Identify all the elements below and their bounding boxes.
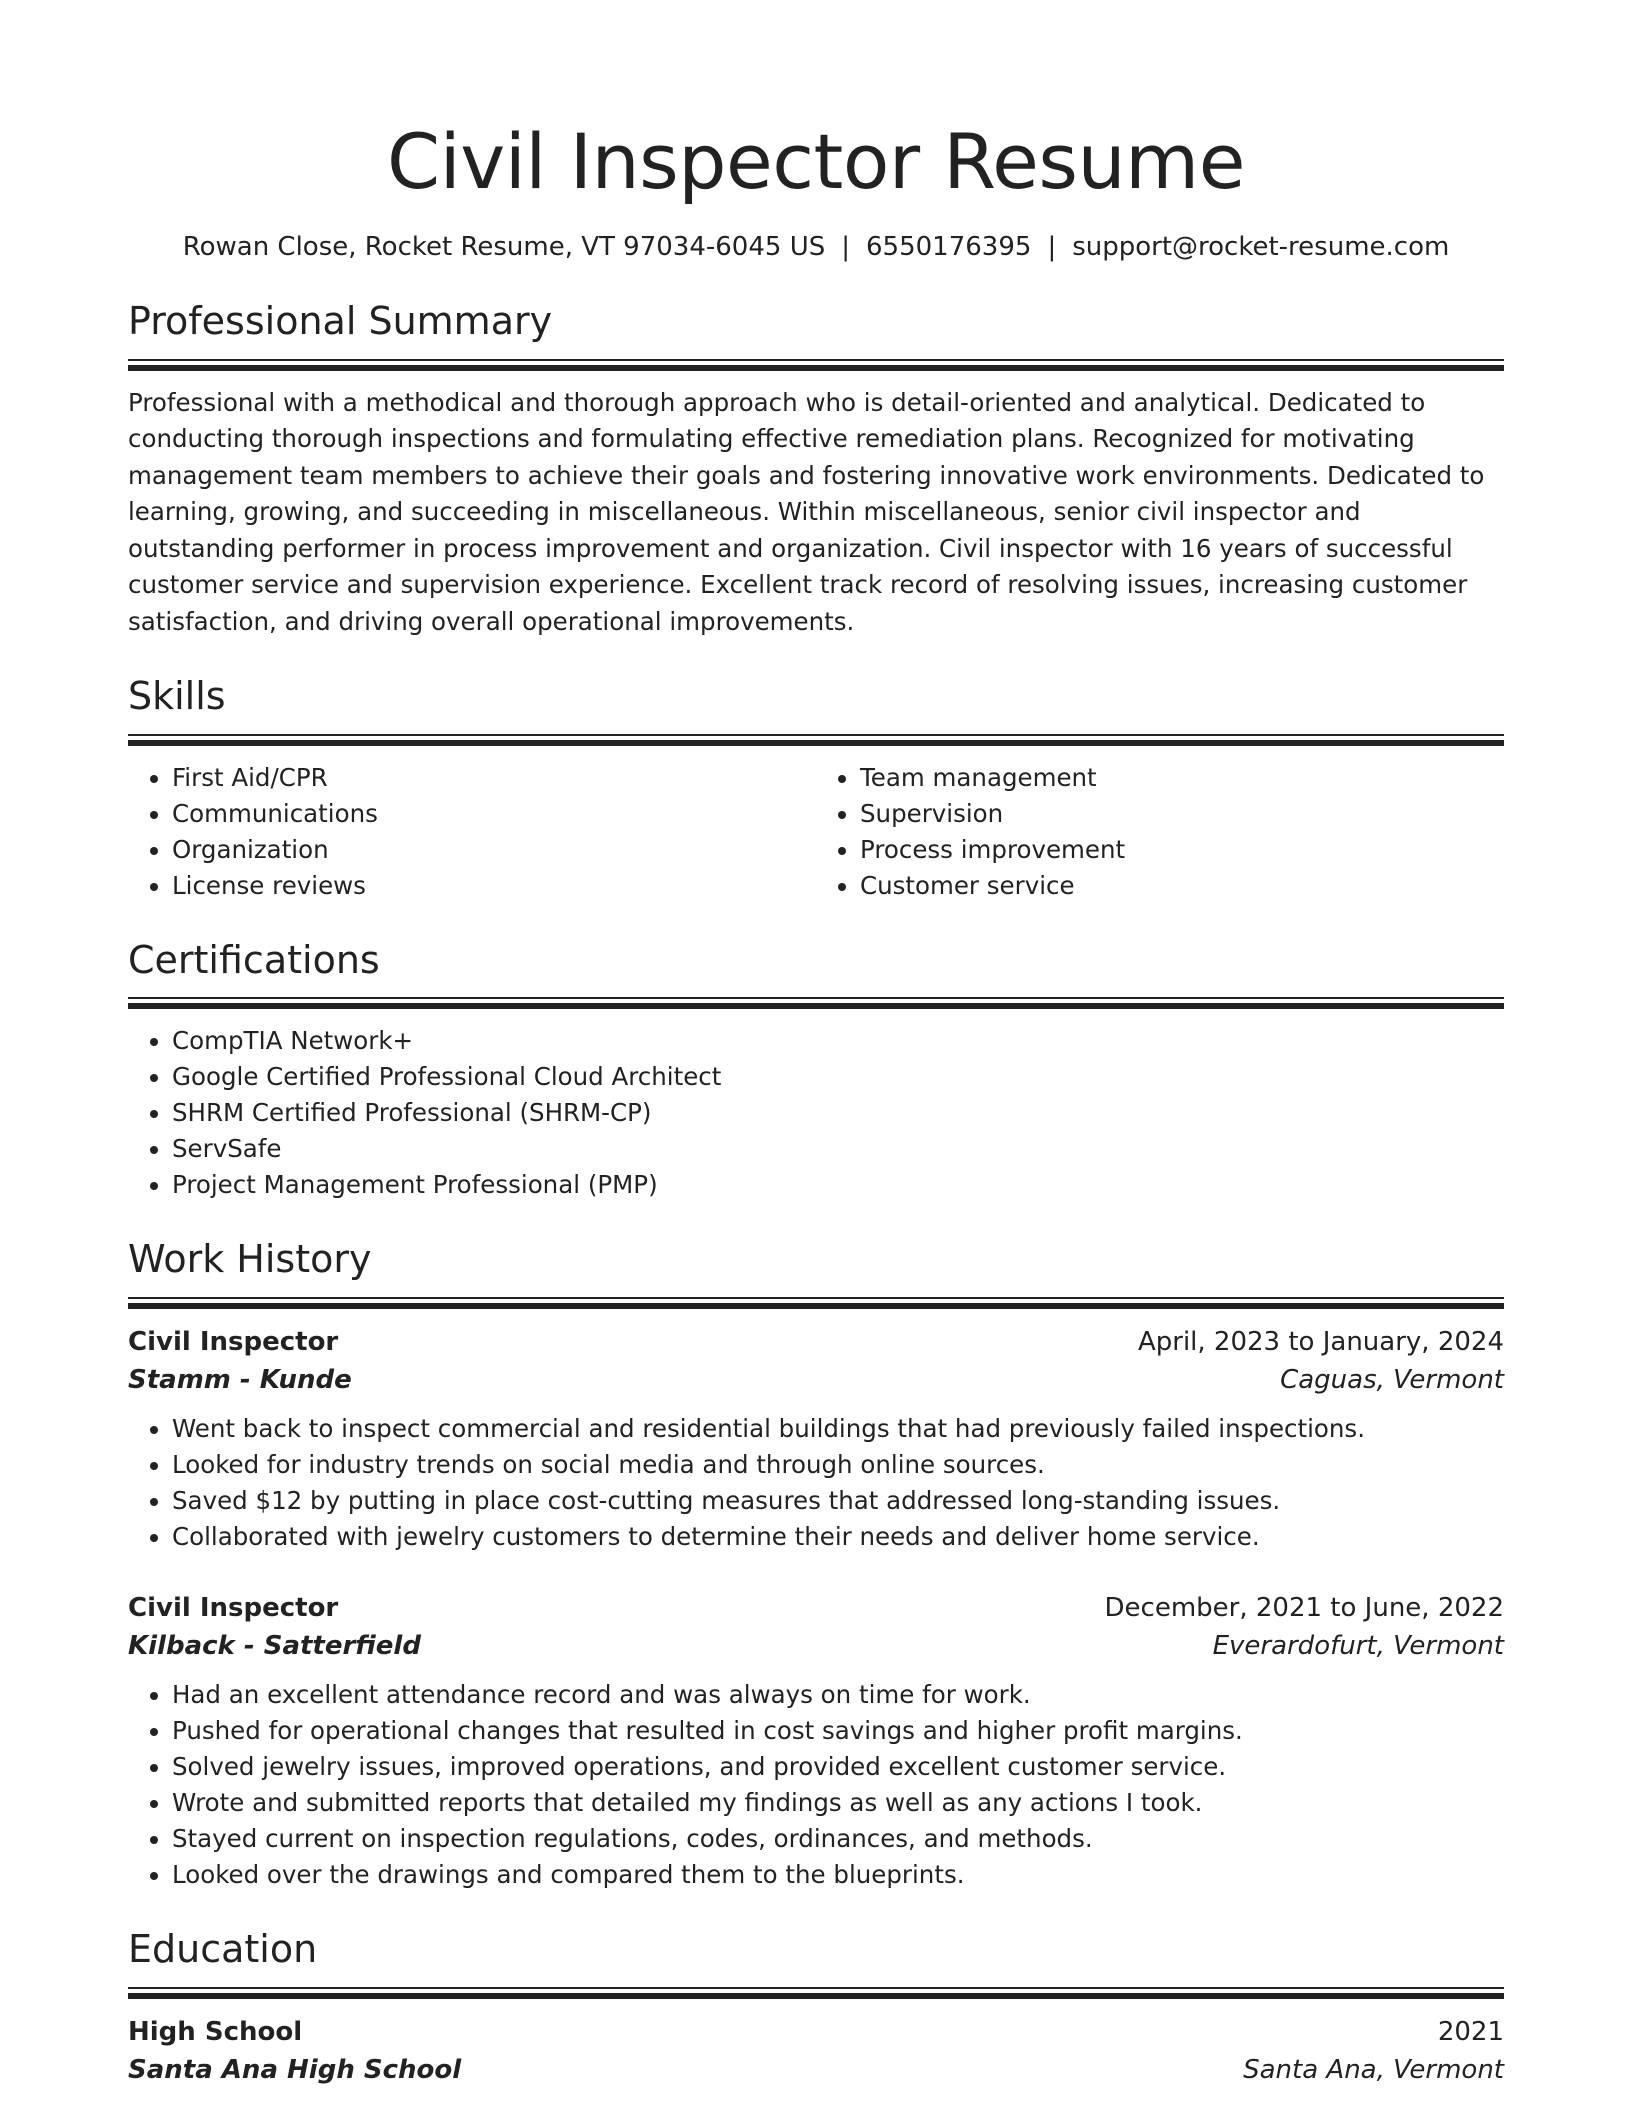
contact-line — [128, 231, 1504, 265]
job-duty-item: • Pushed for operational changes that resulted in cost savings and higher profit margins. — [172, 1713, 1504, 1749]
skills-list-right — [816, 760, 1504, 904]
skill-item: • First Aid/CPR — [172, 760, 816, 796]
job-subheader — [128, 1627, 1504, 1665]
contact-email: support@rocket-resume.com — [1072, 232, 1450, 263]
job-company: Kilback - Satterfield — [128, 1631, 421, 1662]
summary-section — [128, 299, 1504, 640]
contact-address: Rowan Close, Rocket Resume, VT 97034-6045 US — [182, 232, 826, 263]
certifications-section — [128, 938, 1504, 1204]
skills-list-left — [128, 760, 816, 904]
job-duty-item: • Stayed current on inspection regulations, codes, ordinances, and methods. — [172, 1821, 1504, 1857]
resume-page — [128, 118, 1504, 2089]
education-header — [128, 2013, 1504, 2051]
education-degree: High School — [128, 2016, 303, 2047]
job-duty-item: • Collaborated with jewelry customers to determine their needs and deliver home service. — [172, 1519, 1504, 1555]
job-duty-item: • Had an excellent attendance record and was always on time for work. — [172, 1677, 1504, 1713]
job-location: Caguas, Vermont — [1280, 1365, 1504, 1396]
skills-section — [128, 674, 1504, 904]
education-section — [128, 1927, 1504, 2089]
job-subheader — [128, 1361, 1504, 1399]
section-divider — [128, 1987, 1504, 1999]
job-title: Civil Inspector — [128, 1593, 339, 1624]
education-school: Santa Ana High School — [128, 2054, 462, 2085]
resume-title: Civil Inspector Resume — [387, 117, 1245, 206]
job-duties-list — [128, 1677, 1504, 1893]
certification-item: • Google Certified Professional Cloud Architect — [172, 1059, 1504, 1095]
job-duties-list — [128, 1411, 1504, 1555]
contact-separator: | — [1047, 232, 1057, 263]
certifications-list — [128, 1023, 1504, 1203]
job-entry — [128, 1323, 1504, 1555]
skills-heading: Skills — [128, 674, 226, 719]
section-divider — [128, 997, 1504, 1009]
job-duty-item: • Solved jewelry issues, improved operations, and provided excellent customer service. — [172, 1749, 1504, 1785]
certification-item: • ServSafe — [172, 1131, 1504, 1167]
summary-text: Professional with a methodical and thorough approach who is detail-oriented and analytical. Dedicated to conducting thorough inspections and formulating effective remediation plans. Recognized for motivating management team members to achieve their goals and fostering innovative work environments. Dedicated to learning, growing, and succeeding in miscellaneous. Within miscellaneous, senior civil inspector and outstanding performer in process improvement and organization. Civil inspector with 16 years of successful customer service and supervision experience. Excellent track record of resolving issues, increasing customer satisfaction, and driving overall operational improvements. — [128, 387, 1485, 636]
skill-item: • Customer service — [860, 868, 1504, 904]
job-dates: December, 2021 to June, 2022 — [1104, 1593, 1504, 1624]
education-heading: Education — [128, 1927, 318, 1972]
certification-item: • CompTIA Network+ — [172, 1023, 1504, 1059]
skill-item: • Organization — [172, 832, 816, 868]
job-duty-item: • Went back to inspect commercial and residential buildings that had previously failed inspections. — [172, 1411, 1504, 1447]
job-duty-item: • Saved $12 by putting in place cost-cutting measures that addressed long-standing issues. — [172, 1483, 1504, 1519]
education-location: Santa Ana, Vermont — [1243, 2054, 1504, 2085]
job-duty-item: • Wrote and submitted reports that detailed my findings as well as any actions I took. — [172, 1785, 1504, 1821]
section-divider — [128, 734, 1504, 746]
skill-item: • Process improvement — [860, 832, 1504, 868]
job-duty-item: • Looked for industry trends on social media and through online sources. — [172, 1447, 1504, 1483]
job-header — [128, 1589, 1504, 1627]
job-dates: April, 2023 to January, 2024 — [1137, 1327, 1504, 1358]
contact-separator: | — [841, 232, 851, 263]
education-year: 2021 — [1437, 2016, 1504, 2047]
education-entry — [128, 2013, 1504, 2089]
certification-item: • SHRM Certified Professional (SHRM-CP) — [172, 1095, 1504, 1131]
job-title: Civil Inspector — [128, 1327, 339, 1358]
work-history-section — [128, 1237, 1504, 1893]
skill-item: • Communications — [172, 796, 816, 832]
skill-item: • Supervision — [860, 796, 1504, 832]
job-entry — [128, 1589, 1504, 1893]
job-location: Everardofurt, Vermont — [1212, 1631, 1504, 1662]
skill-item: • License reviews — [172, 868, 816, 904]
section-divider — [128, 1297, 1504, 1309]
skill-item: • Team management — [860, 760, 1504, 796]
job-header — [128, 1323, 1504, 1361]
work-history-heading: Work History — [128, 1237, 372, 1282]
section-divider — [128, 359, 1504, 371]
certification-item: • Project Management Professional (PMP) — [172, 1167, 1504, 1203]
certifications-heading: Certifications — [128, 937, 380, 982]
education-subheader — [128, 2051, 1504, 2089]
job-duty-item: • Looked over the drawings and compared them to the blueprints. — [172, 1857, 1504, 1893]
job-company: Stamm - Kunde — [128, 1365, 352, 1396]
contact-phone: 6550176395 — [866, 232, 1032, 263]
skills-grid — [128, 746, 1504, 904]
summary-heading: Professional Summary — [128, 299, 553, 344]
